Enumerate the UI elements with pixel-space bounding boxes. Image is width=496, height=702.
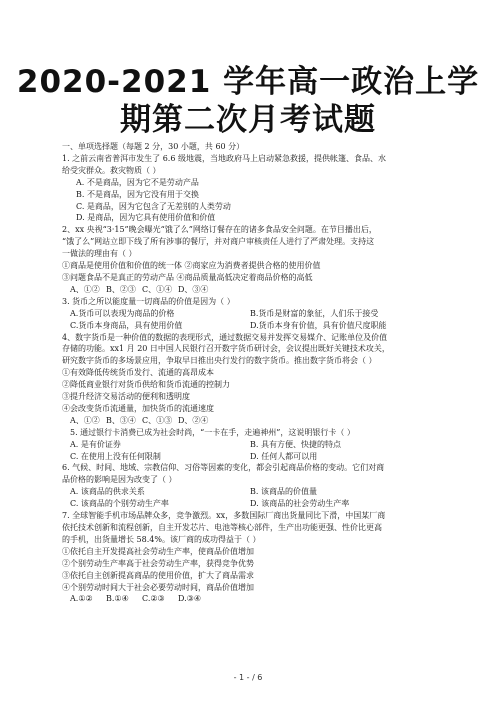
- q1-stem: 1. 之前云南省普洱市发生了 6.6 级地震，当地政府马上启动紧急救援，提供帐篷、食品、水: [62, 153, 386, 163]
- q4-option-b: B、③④: [106, 415, 136, 425]
- q7-statement: ①依托自主开发提高社会劳动生产率，使商品价值增加: [62, 546, 254, 556]
- q5-option-d: D. 任何人都可以用: [250, 451, 318, 461]
- q1-option-a: A. 不是商品，因为它不是劳动产品: [76, 177, 199, 187]
- section-heading: 一、单项选择题（每题 2 分，30 小题，共 60 分）: [62, 142, 245, 151]
- q7-statement: ④个别劳动时间大于社会必要劳动时间，商品价值增加: [62, 582, 254, 592]
- q4-statement: ③提升经济交易活动的便利和透明度: [62, 392, 190, 402]
- q5-option-c: C. 在使用上没有任何限制: [70, 451, 161, 461]
- q6-options-row-1: [62, 486, 442, 498]
- q7-options: [62, 593, 442, 605]
- q4-option-d: D、②④: [178, 415, 209, 425]
- q4-stem: 4、数字货币是一种价值的数据的表现形式，通过数据交易并发挥交易媒介、记账单位及价值: [62, 332, 388, 342]
- q7-statement: ②个别劳动生产率高于社会劳动生产率，获得竞争优势: [62, 558, 254, 568]
- q3-stem: 3. 货币之所以能度量一切商品的价值是因为（ ）: [62, 296, 235, 306]
- q2-option-c: C、①④: [142, 284, 173, 294]
- q3-option-a: A.货币可以表现为商品的价格: [70, 308, 175, 318]
- q7-stem: 7. 全球智能手机市场品牌众多，竞争激烈。xx，多数国际厂商出货量同比下滑，中国某厂商: [62, 511, 386, 521]
- q3-option-b: B.货币是财富的象征，人们乐于接受: [250, 308, 379, 318]
- q4-statement: ①有效降低传统货币发行、流通的高昂成本: [62, 368, 214, 378]
- q7-stem-cont: 的手机，出货量增长 58.4%。该厂商的成功得益于（ ）: [62, 534, 261, 544]
- q4-stem-cont: 存储的功能。xx1 月 20 日中国人民银行召开数字货币研讨会，会议提出既好关键技术攻关，: [62, 344, 390, 354]
- q5-options-row-2: [62, 451, 442, 463]
- q2-stem-cont: “饿了么”网站立即下线了所有涉事的餐厅，并对商户审核责任人进行了严肃处理。支持这: [62, 237, 375, 247]
- q6-option-a: A. 该商品的供求关系: [70, 487, 145, 497]
- q6-stem-cont: 品价格的影响是因为改变了（ ）: [62, 475, 177, 485]
- q4-statement: ②降低商业银行对货币供给和货币流通的控制力: [62, 380, 230, 390]
- q3-option-d: D.货币本身有价值，具有价值尺度职能: [250, 320, 387, 330]
- q2-stem: 2、xx 央视“3·15”晚会曝光“饿了么”网络订餐存在的诸多食品安全问题。在节目播出后，: [62, 225, 377, 235]
- q1-stem-cont: 给受灾群众。救灾物质（ ）: [62, 165, 161, 175]
- q6-option-c: C. 该商品的个别劳动生产率: [70, 499, 169, 509]
- q6-option-d: D. 该商品的社会劳动生产率: [250, 499, 350, 509]
- q2-option-b: B、②③: [106, 284, 136, 294]
- q7-option-d: D.③④: [178, 594, 202, 604]
- q7-option-b: B.①④: [106, 594, 129, 604]
- q6-options-row-2: [62, 498, 442, 510]
- title-line-1: 2020-2021 学年高一政治上学: [16, 64, 480, 100]
- q1-option-c: C. 是商品，因为它包含了无差别的人类劳动: [76, 201, 231, 211]
- q4-options: [62, 415, 442, 427]
- q5-options-row-1: [62, 439, 442, 451]
- q6-stem: 6. 气候、时间、地域、宗教信仰、习俗等因素的变化，都会引起商品价格的变动。它们对商: [62, 463, 385, 473]
- q5-option-a: A. 是有价证券: [70, 439, 121, 449]
- q3-options-row-2: [62, 320, 442, 332]
- q7-option-a: A.①②: [70, 594, 93, 604]
- q7-option-c: C.②③: [142, 594, 165, 604]
- q4-statement: ④会改变货币流通量，加快货币的流通速度: [62, 403, 214, 413]
- page-number: - 1 - / 6: [233, 673, 263, 682]
- q2-statement: ①商品是使用价值和价值的统一体 ②商家应为消费者提供合格的使用价值: [62, 261, 321, 271]
- q7-stem-cont: 依托技术创新和流程创新，自主开发芯片、电池等核心部件，生产出功能更强、性价比更高: [62, 523, 382, 532]
- q5-option-b: B. 具有方便、快捷的特点: [250, 439, 341, 449]
- question-content: [62, 141, 442, 605]
- q1-option-b: B. 不是商品，因为它没有用于交换: [76, 189, 199, 199]
- q2-stem-cont: 一做法的理由有（ ）: [62, 249, 137, 259]
- q6-option-b: B. 该商品的价值量: [250, 487, 317, 497]
- q2-option-d: D、③④: [178, 284, 209, 294]
- q2-options: [62, 284, 442, 296]
- title-line-2: 期第二次月考试题: [120, 102, 376, 138]
- q3-option-c: C.货币本身商品，具有使用价值: [70, 320, 183, 330]
- q4-stem-cont: 研究数字货币的多场景应用，争取早日推出央行发行的数字货币。推出数字货币将会（ ）: [62, 356, 377, 366]
- q7-statement: ③依托自主创新提高商品的使用价值，扩大了商品需求: [62, 570, 254, 580]
- q1-option-d: D. 是商品，因为它具有使用价值和价值: [76, 213, 216, 223]
- q5-stem: 5. 通过银行卡消费已成为社会时尚，“一卡在手，走遍神州”，这说明银行卡（ ）: [70, 427, 355, 437]
- q4-option-c: C、①③: [142, 415, 173, 425]
- q2-statement: ③问题食品不是真正的劳动产品 ④商品质量高低决定着商品价格的高低: [62, 272, 313, 282]
- q3-options-row-1: [62, 308, 442, 320]
- q2-option-a: A、①②: [70, 284, 100, 294]
- q4-option-a: A、①②: [70, 415, 100, 425]
